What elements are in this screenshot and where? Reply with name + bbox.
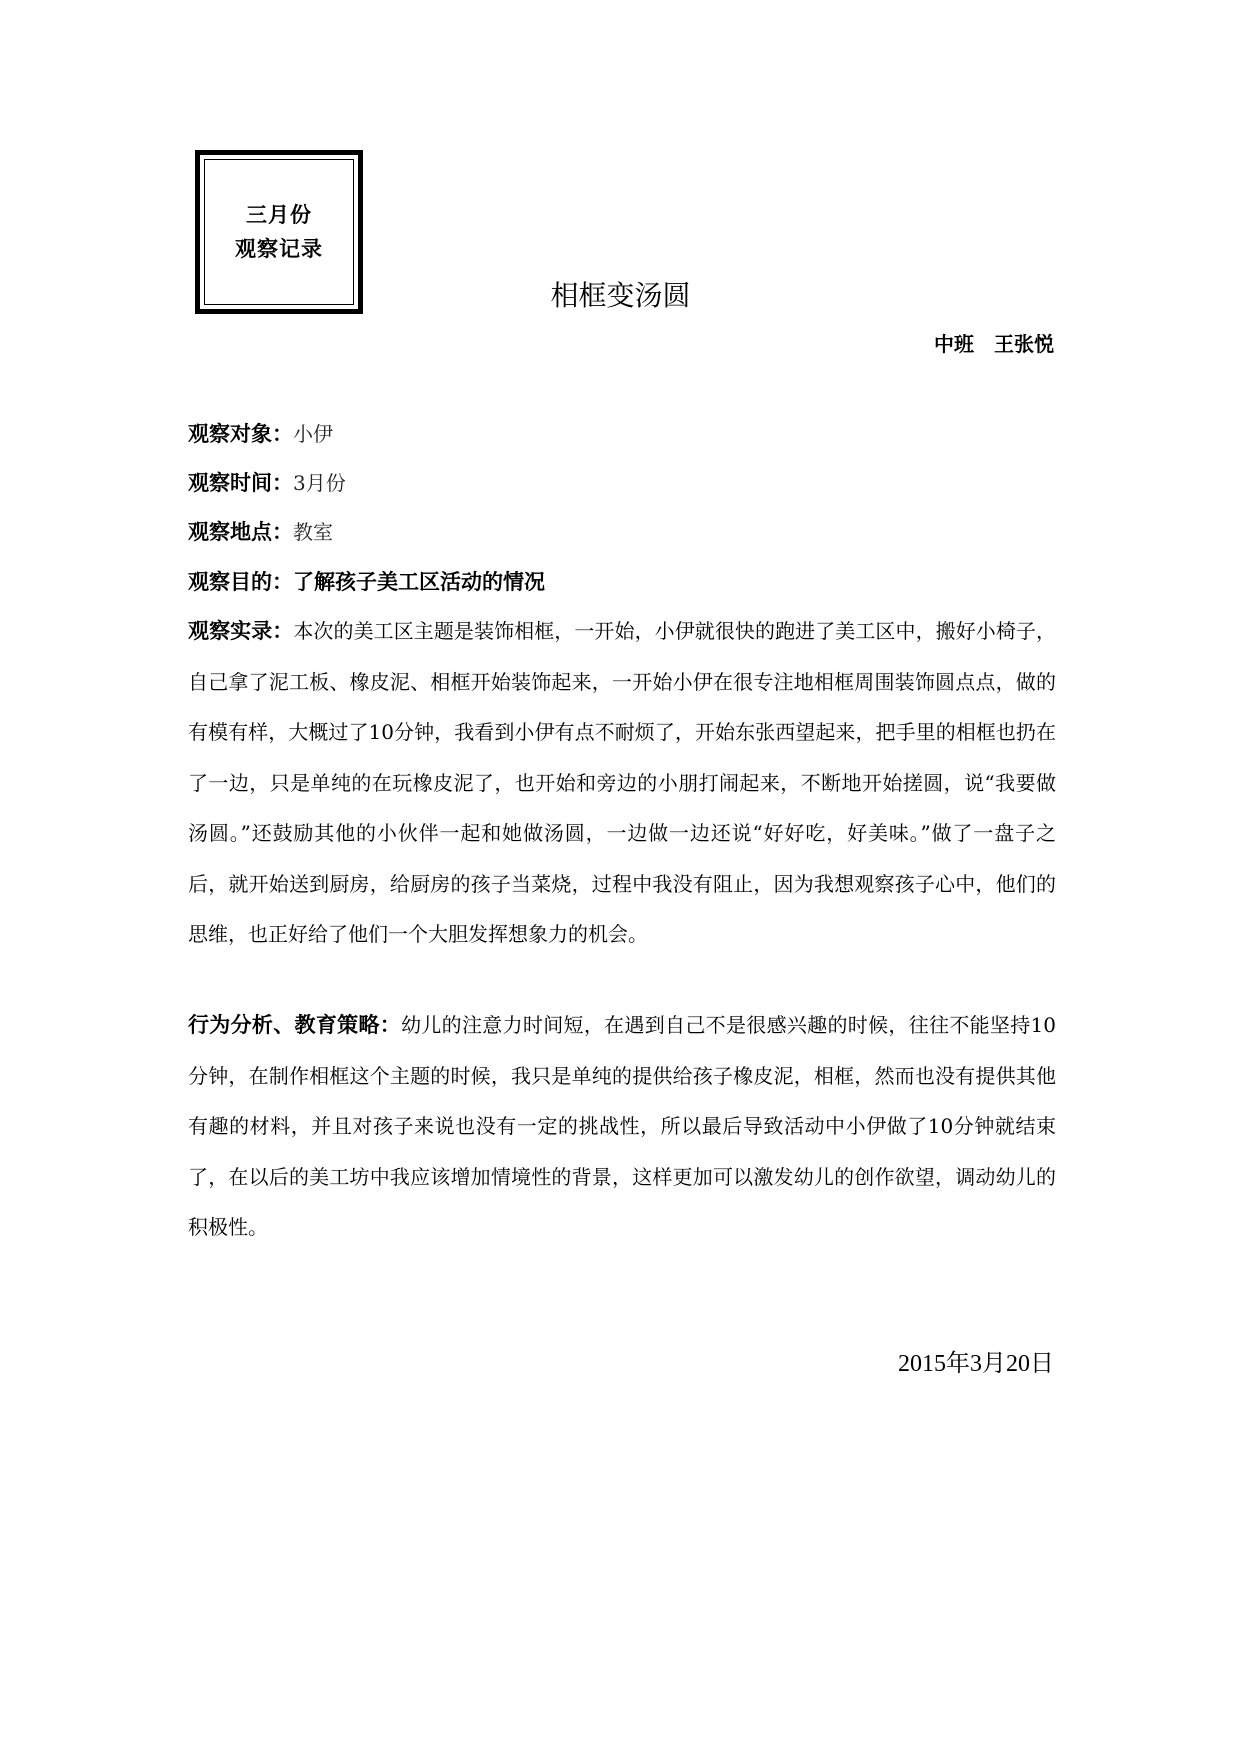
field-purpose-value: 了解孩子美工区活动的情况 [293, 570, 545, 594]
field-purpose [188, 557, 1056, 607]
document-title: 相框变汤圆 [550, 279, 691, 312]
field-purpose-label: 观察目的： [188, 570, 293, 594]
observation-record [188, 606, 1056, 960]
field-place-label: 观察地点： [188, 520, 293, 544]
field-place [188, 507, 1056, 557]
field-subject-label: 观察对象： [188, 422, 293, 446]
field-subject [188, 409, 1056, 459]
observation-record-label: 观察实录： [188, 619, 294, 643]
author-line: 中班 王张悦 [934, 332, 1054, 356]
field-time-label: 观察时间： [188, 471, 293, 495]
badge-month-text: 三月份 [246, 203, 312, 227]
document-date: 2015年3月20日 [898, 1351, 1054, 1377]
field-time-value: 3月份 [293, 471, 346, 495]
observation-record-text: 本次的美工区主题是装饰相框，一开始，小伊就很快的跑进了美工区中，搬好小椅子，自己拿了泥工板、橡皮泥、相框开始装饰起来，一开始小伊在很专注地相框周围装饰圆点点，做的有模有样，大概过了10分钟，我看到小伊有点不耐烦了，开始东张西望起来，把手里的相框也扔在了一边，只是单纯的在玩橡皮泥了，也开始和旁边的小朋打闹起来，不断地开始搓圆，说“我要做汤圆。”还鼓励其他的小伙伴一起和她做汤圆，一边做一边还说“好好吃，好美味。”做了一盘子之后，就开始送到厨房，给厨房的孩子当菜烧，过程中我没有阻止，因为我想观察孩子心中，他们的思维，也正好给了他们一个大胆发挥想象力的机会。 [188, 619, 1057, 946]
field-subject-value: 小伊 [293, 422, 333, 446]
behavior-analysis-label: 行为分析、教育策略： [188, 1013, 402, 1037]
behavior-analysis-text: 幼儿的注意力时间短，在遇到自己不是很感兴趣的时候，往往不能坚持10分钟，在制作相框这个主题的时候，我只是单纯的提供给孩子橡皮泥，相框，然而也没有提供其他有趣的材料，并且对孩子来说也没有一定的挑战性，所以最后导致活动中小伊做了10分钟就结束了，在以后的美工坊中我应该增加情境性的背景，这样更加可以激发幼儿的创作欲望，调动幼儿的积极性。 [188, 1013, 1056, 1239]
field-time [188, 458, 1056, 508]
badge-record-text: 观察记录 [235, 237, 323, 261]
behavior-analysis [188, 1000, 1056, 1253]
field-place-value: 教室 [293, 520, 333, 544]
